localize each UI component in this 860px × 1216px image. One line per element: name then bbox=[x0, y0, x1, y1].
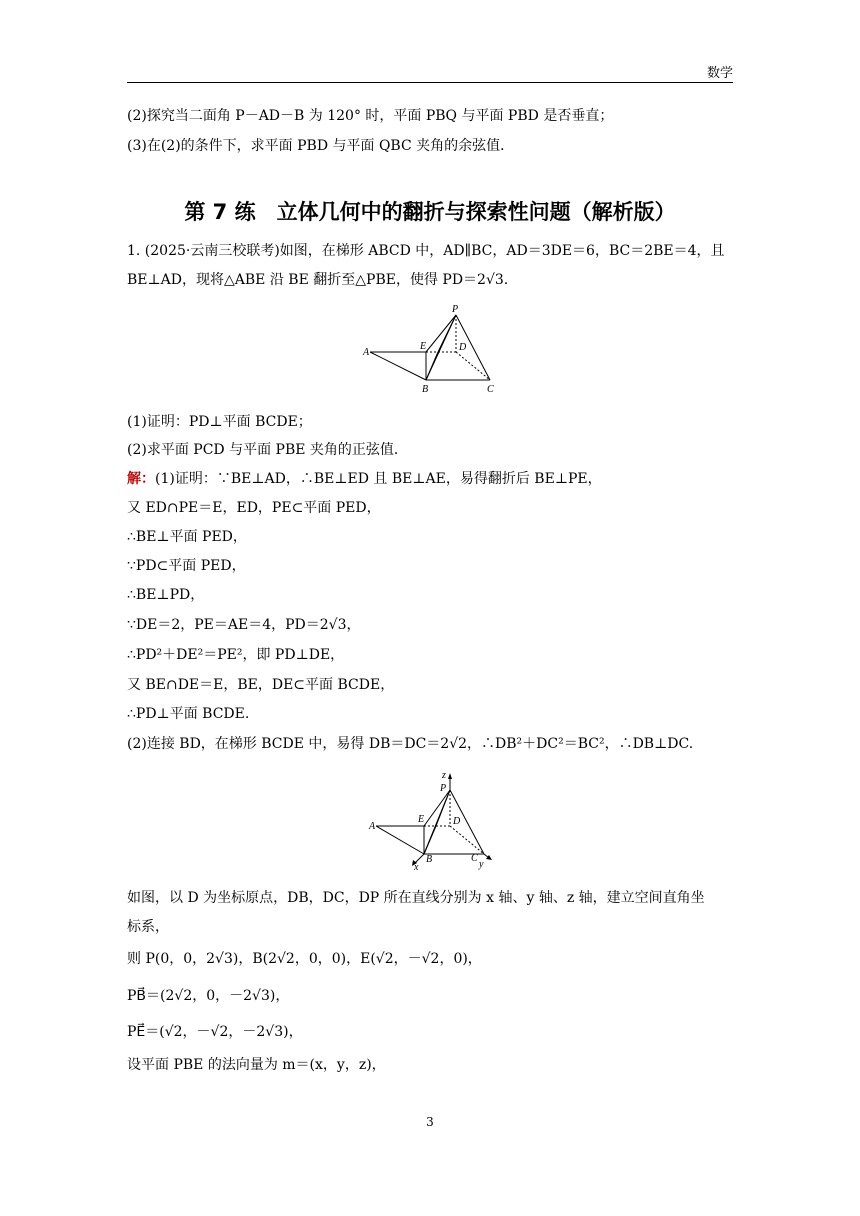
fig2-label-B: B bbox=[426, 854, 433, 865]
fig2-label-P: P bbox=[440, 783, 447, 794]
solution-line-11: 如图，以 D 为坐标原点，DB，DC，DP 所在直线分别为 x 轴、y 轴、z 轴，建立空间直角坐 bbox=[127, 890, 705, 906]
fig2-label-x: x bbox=[414, 862, 419, 870]
fig2-label-D: D bbox=[453, 816, 461, 827]
solution-line-14: PB⃗＝(2√2，0，－2√3)， bbox=[127, 988, 290, 1004]
problem1-q2: (2)求平面 PCD 与平面 PBE 夹角的正弦值． bbox=[127, 442, 408, 458]
prev-problem-part3: (3)在(2)的条件下，求平面 PBD 与平面 QBC 夹角的余弦值． bbox=[127, 138, 515, 154]
coordinate-figure-2 bbox=[366, 770, 496, 870]
problem1-q1: (1)证明：PD⊥平面 BCDE； bbox=[127, 414, 312, 430]
folding-figure-1 bbox=[360, 300, 500, 396]
solution-line-15: PE⃗＝(√2，－√2，－2√3)， bbox=[127, 1024, 303, 1040]
prev-problem-part2: (2)探究当二面角 P－AD－B 为 120° 时，平面 PBQ 与平面 PBD 是否垂直； bbox=[127, 108, 614, 124]
problem1-stem-line2: BE⊥AD，现将△ABE 沿 BE 翻折至△PBE，使得 PD＝2√3. bbox=[127, 272, 509, 288]
fig2-label-y: y bbox=[479, 859, 484, 870]
solution-line-4: ∵PD⊂平面 PED， bbox=[127, 558, 246, 574]
solution-line-8: 又 BE∩DE＝E，BE，DE⊂平面 BCDE， bbox=[127, 677, 395, 693]
section-title: 第 7 练 立体几何中的翻折与探索性问题（解析版） bbox=[184, 200, 676, 224]
fig1-label-E: E bbox=[420, 341, 427, 352]
header-subject: 数学 bbox=[706, 66, 733, 81]
solution-line-3: ∴BE⊥平面 PED， bbox=[127, 529, 247, 545]
solution-line-16: 设平面 PBE 的法向量为 m＝(x，y，z)， bbox=[127, 1057, 386, 1073]
solution-line-2: 又 ED∩PE＝E，ED，PE⊂平面 PED， bbox=[127, 500, 381, 516]
fig2-label-E: E bbox=[418, 814, 425, 825]
fig1-label-D: D bbox=[459, 342, 467, 353]
solution-line-10: (2)连接 BD，在梯形 BCDE 中，易得 DB＝DC＝2√2，∴DB²＋DC²＝BC²，∴DB⊥DC. bbox=[127, 736, 694, 752]
solution-line-5: ∴BE⊥PD， bbox=[127, 587, 205, 603]
solution-text-1: (1)证明：∵BE⊥AD，∴BE⊥ED 且 BE⊥AE，易得翻折后 BE⊥PE， bbox=[155, 471, 602, 487]
solution-label: 解： bbox=[127, 471, 155, 487]
solution-line-7: ∴PD²＋DE²＝PE²，即 PD⊥DE， bbox=[127, 647, 345, 663]
fig1-label-B: B bbox=[422, 384, 429, 395]
solution-line-12: 标系， bbox=[127, 919, 169, 935]
solution-line-6: ∵DE＝2，PE＝AE＝4，PD＝2√3， bbox=[127, 617, 361, 633]
fig1-label-P: P bbox=[452, 304, 459, 315]
solution-line-1 bbox=[127, 470, 737, 488]
page-number: 3 bbox=[426, 1115, 434, 1129]
solution-line-13: 则 P(0，0，2√3)，B(2√2，0，0)，E(√2，－√2，0)， bbox=[127, 951, 482, 967]
solution-line-9: ∴PD⊥平面 BCDE. bbox=[127, 706, 250, 722]
page-header bbox=[127, 60, 733, 83]
fig1-label-C: C bbox=[487, 384, 494, 395]
fig1-label-A: A bbox=[363, 347, 370, 358]
problem1-stem-line1: 1. (2025·云南三校联考)如图，在梯形 ABCD 中，AD∥BC，AD＝3DE＝6，BC＝2BE＝4，且 bbox=[127, 243, 725, 259]
fig2-label-A: A bbox=[369, 821, 376, 832]
fig2-label-C: C bbox=[471, 853, 478, 864]
fig2-label-z: z bbox=[442, 770, 446, 781]
